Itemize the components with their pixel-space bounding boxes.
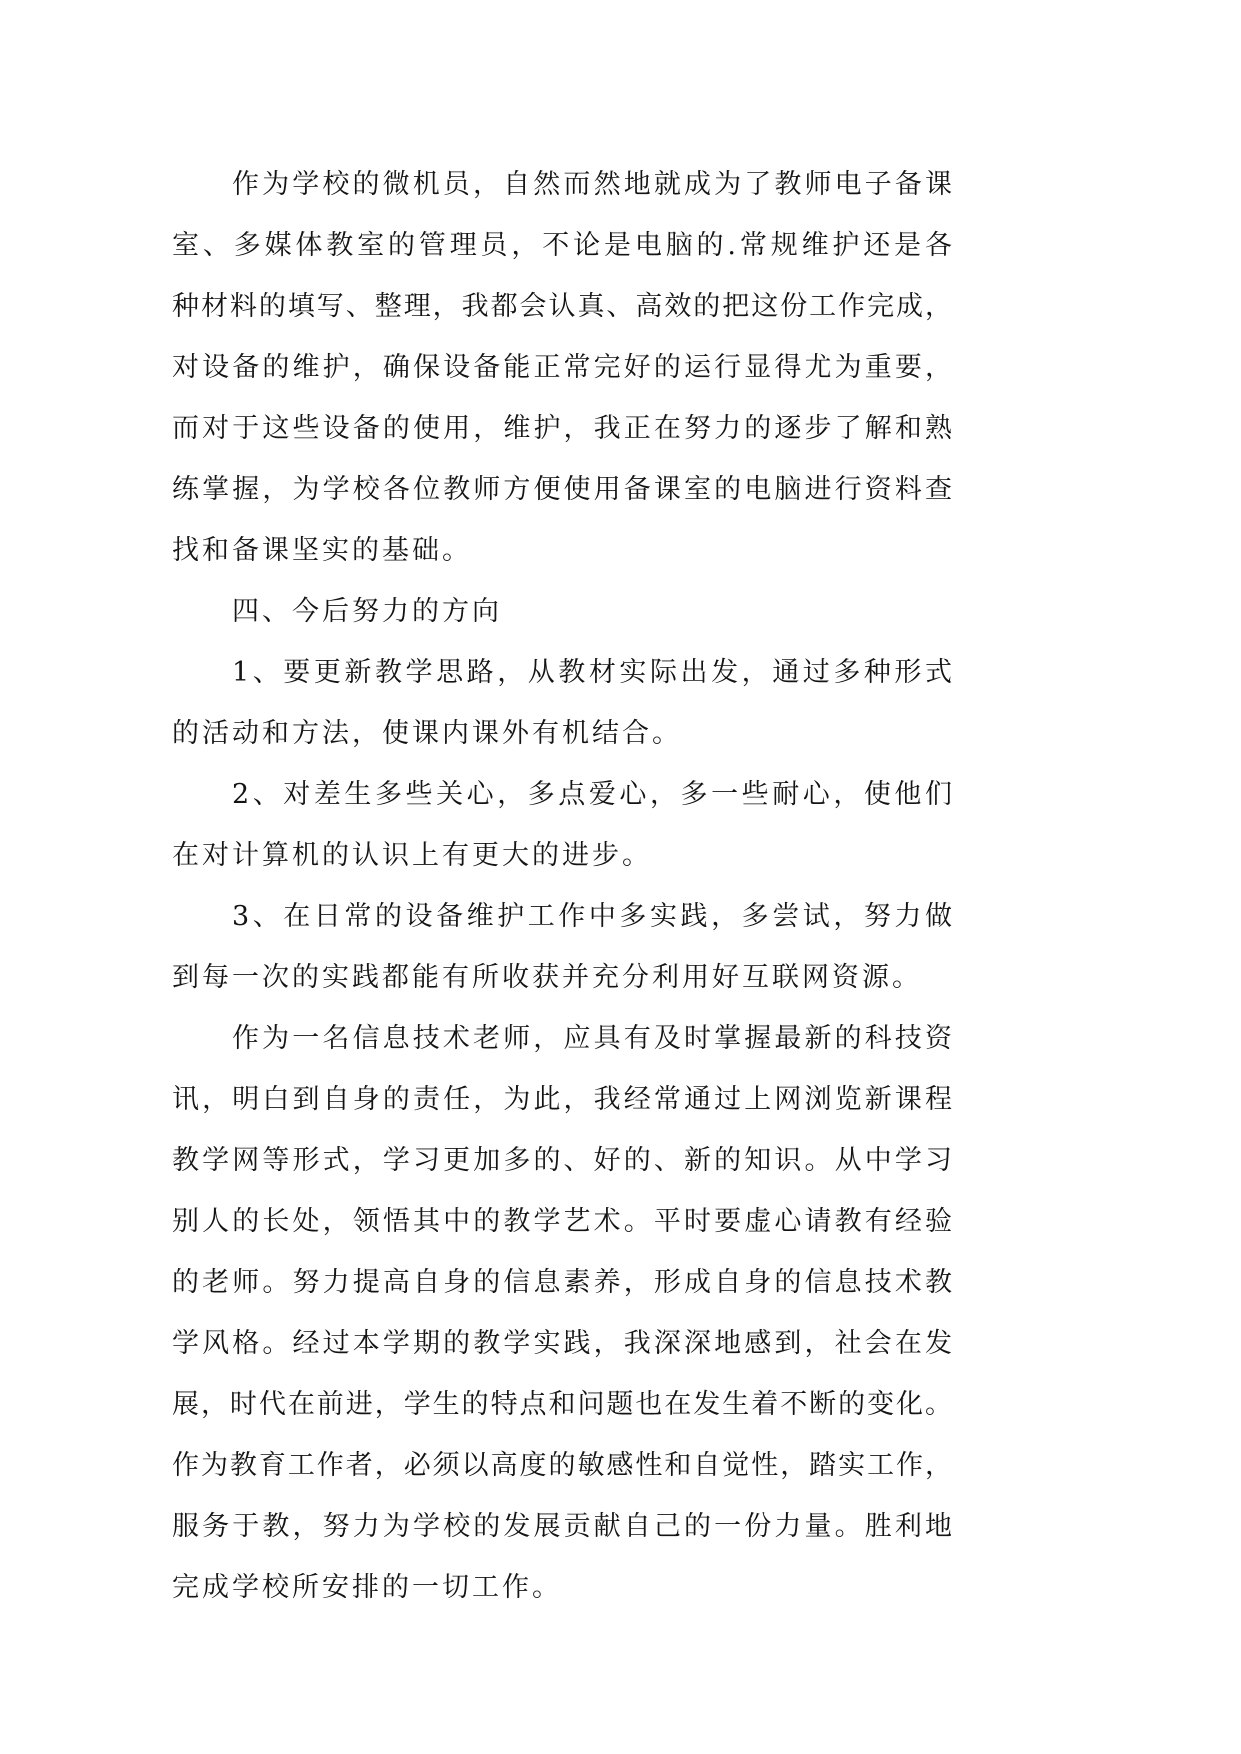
paragraph-line: 室、多媒体教室的管理员，不论是电脑的.常规维护还是各 [172, 230, 952, 261]
paragraph-line: 教学网等形式，学习更加多的、好的、新的知识。从中学习 [172, 1145, 952, 1176]
paragraph-line: 的老师。努力提高自身的信息素养，形成自身的信息技术教 [172, 1267, 952, 1298]
section-heading: 四、今后努力的方向 [232, 596, 502, 627]
paragraph-line: 而对于这些设备的使用，维护，我正在努力的逐步了解和熟 [172, 413, 952, 444]
paragraph-line: 对设备的维护，确保设备能正常完好的运行显得尤为重要， [172, 352, 952, 383]
paragraph-line: 作为教育工作者，必须以高度的敏感性和自觉性，踏实工作， [172, 1450, 952, 1481]
paragraph-equipment-maintenance [172, 154, 952, 581]
paragraph-line: 到每一次的实践都能有所收获并充分利用好互联网资源。 [172, 962, 922, 993]
paragraph-line: 作为一名信息技术老师，应具有及时掌握最新的科技资 [232, 1023, 952, 1054]
section-heading-future-direction [172, 581, 952, 642]
paragraph-line: 别人的长处，领悟其中的教学艺术。平时要虚心请教有经验 [172, 1206, 952, 1237]
paragraph-line: 3、在日常的设备维护工作中多实践，多尝试，努力做 [232, 901, 952, 932]
paragraph-line: 的活动和方法，使课内课外有机结合。 [172, 718, 682, 749]
paragraph-line: 在对计算机的认识上有更大的进步。 [172, 840, 652, 871]
list-item-1 [172, 642, 952, 764]
paragraph-line: 展，时代在前进，学生的特点和问题也在发生着不断的变化。 [172, 1389, 952, 1420]
paragraph-line: 种材料的填写、整理，我都会认真、高效的把这份工作完成， [172, 291, 952, 322]
paragraph-line: 找和备课坚实的基础。 [172, 535, 472, 566]
list-item-2 [172, 764, 952, 886]
paragraph-line: 1、要更新教学思路，从教材实际出发，通过多种形式 [232, 657, 952, 688]
paragraph-line: 练掌握，为学校各位教师方便使用备课室的电脑进行资料查 [172, 474, 952, 505]
document-body [172, 154, 952, 1618]
paragraph-line: 学风格。经过本学期的教学实践，我深深地感到，社会在发 [172, 1328, 952, 1359]
paragraph-line: 服务于教，努力为学校的发展贡献自己的一份力量。胜利地 [172, 1511, 952, 1542]
list-item-3 [172, 886, 952, 1008]
paragraph-conclusion [172, 1008, 952, 1618]
paragraph-line: 作为学校的微机员，自然而然地就成为了教师电子备课 [232, 169, 952, 200]
paragraph-line: 讯，明白到自身的责任，为此，我经常通过上网浏览新课程 [172, 1084, 952, 1115]
paragraph-line: 完成学校所安排的一切工作。 [172, 1572, 562, 1603]
paragraph-line: 2、对差生多些关心，多点爱心，多一些耐心，使他们 [232, 779, 952, 810]
